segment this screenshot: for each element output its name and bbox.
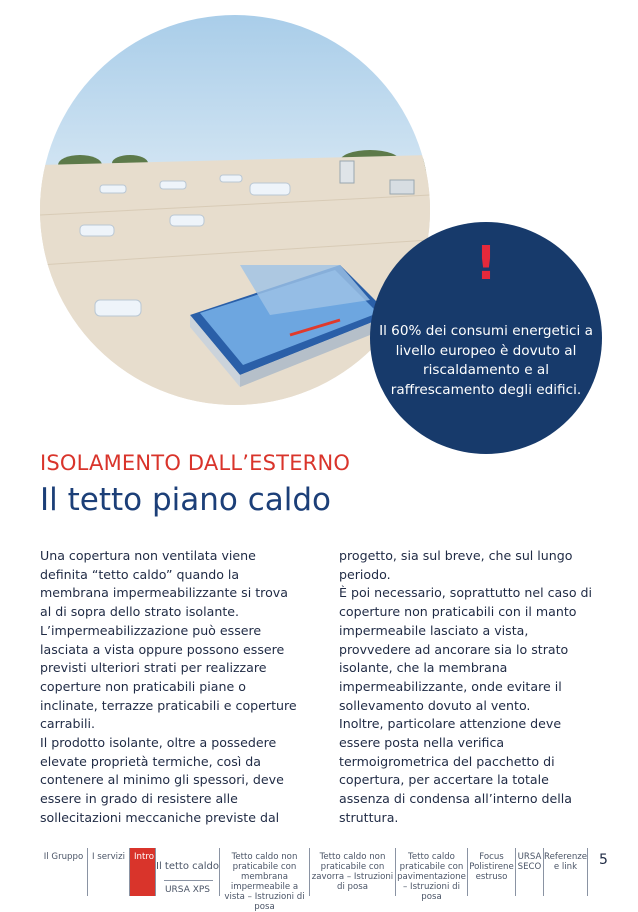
nav-item-servizi[interactable]: I servizi: [88, 848, 130, 896]
body-column-left: [40, 547, 302, 828]
nav-item-pavimentazione[interactable]: Tetto caldo praticabile con pavimentazione – Istruzioni di posa: [396, 848, 468, 896]
section-kicker: ISOLAMENTO DALL’ESTERNO: [40, 451, 351, 475]
nav-tetto-caldo-label: Il tetto caldo: [156, 861, 219, 872]
body-column-right: [339, 547, 601, 828]
callout-text: Il 60% dei consumi energetici a livello europeo è dovuto al riscaldamento e al raffrescamento degli edifici.: [379, 323, 593, 398]
energy-callout: [370, 222, 602, 454]
paragraph: Il prodotto isolante, oltre a possedere elevate proprietà termiche, così da contenere al minimo gli spessori, deve essere in grado di resistere alle sollecitazioni meccaniche previste dal: [40, 735, 284, 825]
nav-item-intro[interactable]: Intro: [130, 848, 156, 896]
page-number: 5: [599, 852, 608, 868]
exclamation-icon: !: [475, 236, 497, 290]
bottom-navigation: [40, 848, 588, 912]
nav-item-gruppo[interactable]: Il Gruppo: [40, 848, 88, 896]
nav-item-tetto-caldo[interactable]: [156, 848, 220, 896]
paragraph: Inoltre, particolare attenzione deve essere posta nella verifica termoigrometrica del pacchetto di copertura, per accertare la totale assenza di condensa all’interno della struttura.: [339, 716, 573, 825]
paragraph: progetto, sia sul breve, che sul lungo periodo.: [339, 548, 573, 582]
nav-ursa-xps-label[interactable]: URSA XPS: [164, 885, 211, 895]
divider: [164, 880, 213, 881]
nav-item-seco[interactable]: URSA SECO: [516, 848, 544, 896]
paragraph: È poi necessario, soprattutto nel caso di coperture non praticabili con il manto impermeabile lasciato a vista, provvedere ad ancorare sia lo strato isolante, che la membrana impermeabilizzante, onde evitare il sollevamento dovuto al vento.: [339, 585, 593, 713]
nav-item-zavorra[interactable]: Tetto caldo non praticabile con zavorra – Istruzioni di posa: [310, 848, 396, 896]
nav-item-focus[interactable]: Focus Polistirene estruso: [468, 848, 516, 896]
nav-item-referenze[interactable]: Referenze e link: [544, 848, 588, 896]
paragraph: Una copertura non ventilata viene definita “tetto caldo” quando la membrana impermeabilizzante si trova al di sopra dello strato isolante. L’impermeabilizzazione può essere lasciata a vista oppure possono essere previsti ulteriori strati per realizzare coperture non praticabili piane o inclinate, terrazze praticabili e coperture carrabili.: [40, 548, 297, 732]
nav-item-membrana[interactable]: Tetto caldo non praticabile con membrana impermeabile a vista – Istruzioni di posa: [220, 848, 310, 896]
page-title: Il tetto piano caldo: [40, 482, 332, 518]
